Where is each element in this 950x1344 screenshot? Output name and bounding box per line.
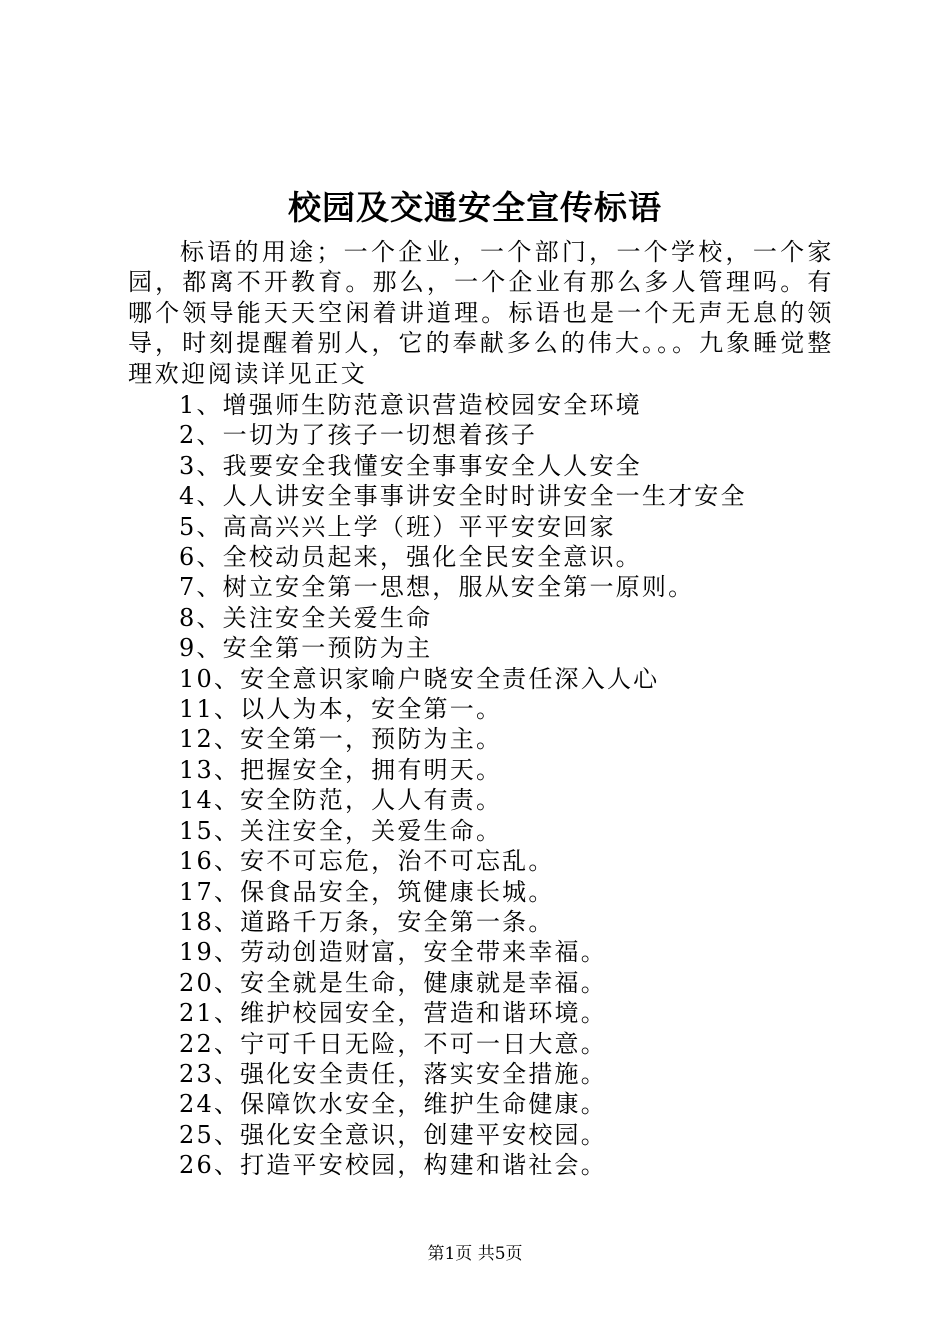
slogan-item: 9、安全第一预防为主 [179,634,433,663]
slogan-item: 25、强化安全意识，创建平安校园。 [179,1120,607,1149]
slogan-item: 22、宁可千日无险，不可一日大意。 [179,1029,607,1058]
slogan-item: 8、关注安全关爱生命 [179,603,433,632]
intro-paragraph: 标语的用途；一个企业，一个部门，一个学校，一个家园，都离不开教育。那么，一个企业有那么多人管理吗。有哪个领导能天天空闲着讲道理。标语也是一个无声无息的领导，时刻提醒着别人，它的奉献多么的伟大。。。九象睡觉整理欢迎阅读详见正文 [128,238,834,388]
slogan-item: 10、安全意识家喻户晓安全责任深入人心 [179,664,660,693]
slogan-item: 4、人人讲安全事事讲安全时时讲安全一生才安全 [179,482,747,511]
document-title: 校园及交通安全宣传标语 [288,188,662,227]
page-footer: 第1页 共5页 [427,1244,523,1264]
slogan-item: 5、高高兴兴上学（班）平平安安回家 [179,512,616,541]
slogan-item: 16、安不可忘危，治不可忘乱。 [179,847,555,876]
slogan-item: 19、劳动创造财富，安全带来幸福。 [179,938,607,967]
slogan-item: 3、我要安全我懂安全事事安全人人安全 [179,451,642,480]
slogan-item: 21、维护校园安全，营造和谐环境。 [179,999,607,1028]
slogan-list [179,390,747,1181]
slogan-item: 2、一切为了孩子一切想着孩子 [179,421,538,450]
slogan-item: 6、全校动员起来，强化全民安全意识。 [179,543,642,572]
slogan-item: 26、打造平安校园，构建和谐社会。 [179,1151,607,1180]
slogan-item: 15、关注安全，关爱生命。 [179,816,503,845]
slogan-item: 17、保食品安全，筑健康长城。 [179,877,555,906]
slogan-item: 13、把握安全，拥有明天。 [179,755,503,784]
slogan-item: 7、树立安全第一思想，服从安全第一原则。 [179,573,695,602]
slogan-item: 1、增强师生防范意识营造校园安全环境 [179,391,642,419]
slogan-item: 12、安全第一，预防为主。 [179,725,503,754]
slogan-item: 11、以人为本，安全第一。 [179,695,503,724]
slogan-item: 23、强化安全责任，落实安全措施。 [179,1059,607,1088]
slogan-item: 14、安全防范，人人有责。 [179,786,503,815]
slogan-item: 24、保障饮水安全，维护生命健康。 [179,1090,607,1119]
slogan-item: 20、安全就是生命，健康就是幸福。 [179,968,607,997]
slogan-item: 18、道路千万条，安全第一条。 [179,907,555,936]
